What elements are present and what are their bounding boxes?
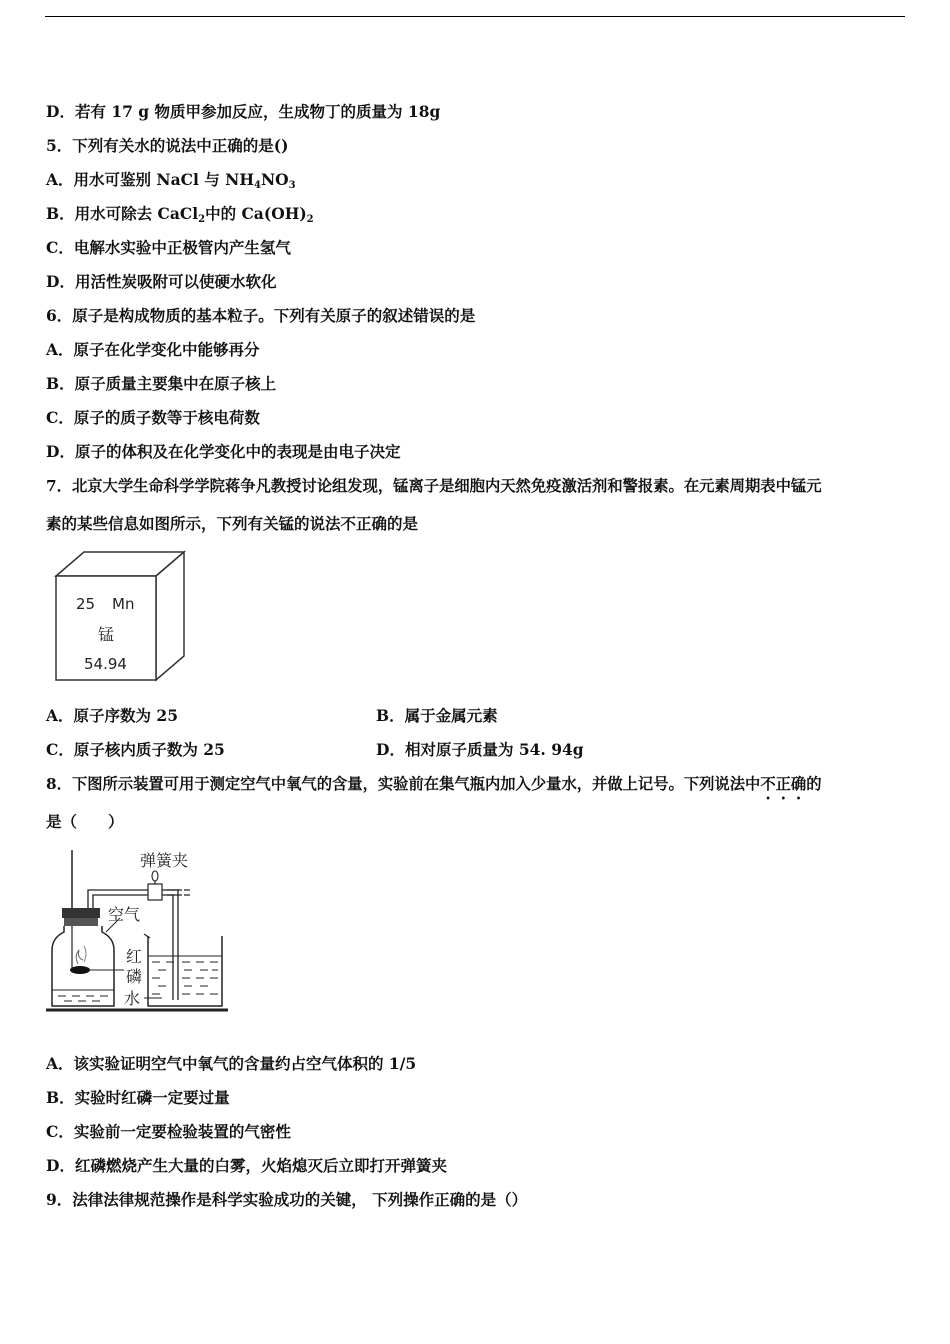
q8-stem-line1: 8．下图所示装置可用于测定空气中氧气的含量，实验前在集气瓶内加入少量水，并做上记号。下列说法中不正确的 <box>46 775 822 793</box>
phosphorus-label-2: 磷 <box>126 967 143 986</box>
element-name: 锰 <box>98 625 115 644</box>
element-mass: 54.94 <box>84 655 127 673</box>
q4-option-d: D．若有 17 g 物质甲参加反应，生成物丁的质量为 18g <box>46 102 441 121</box>
q8-stem-line2: 是（ ） <box>46 812 124 831</box>
q8-option-d: D．红磷燃烧产生大量的白雾，火焰熄灭后立即打开弹簧夹 <box>46 1156 447 1175</box>
q8-option-c: C．实验前一定要检验装置的气密性 <box>46 1122 291 1141</box>
q5-option-c: C．电解水实验中正极管内产生氢气 <box>46 238 291 257</box>
element-symbol: Mn <box>112 595 135 613</box>
q9-stem: 9．法律法律规范操作是科学实验成功的关键， 下列操作正确的是（） <box>46 1190 528 1209</box>
q7-option-a: A．原子序数为 25 <box>46 706 178 725</box>
air-label: 空气 <box>108 905 141 924</box>
element-box-figure <box>52 548 192 684</box>
q7-option-b: B．属于金属元素 <box>376 706 498 725</box>
element-number: 25 <box>76 595 96 613</box>
q7-stem-line2: 素的某些信息如图所示，下列有关锰的说法不正确的是 <box>46 514 419 533</box>
q5-option-a: A．用水可鉴别 NaCl 与 $NH_4NO_3$ <box>46 170 296 191</box>
apparatus-figure <box>44 846 244 1016</box>
q7-option-d: D．相对原子质量为 54. 94g <box>376 740 584 759</box>
q5-option-b: B．用水可除去 CaCl$_2$中的 $Ca(OH)_2$ <box>46 204 314 225</box>
q8-option-b: B．实验时红磷一定要过量 <box>46 1088 230 1107</box>
header-rule <box>45 16 905 17</box>
q7-stem-line1: 7．北京大学生命科学学院蒋争凡教授讨论组发现，锰离子是细胞内天然免疫激活剂和警报素。在元素周期表中锰元 <box>46 477 822 495</box>
q5-stem: 5．下列有关水的说法中正确的是() <box>46 136 289 155</box>
q6-option-c: C．原子的质子数等于核电荷数 <box>46 408 260 427</box>
q6-option-a: A．原子在化学变化中能够再分 <box>46 340 260 359</box>
q7-option-c: C．原子核内质子数为 25 <box>46 740 225 759</box>
q6-option-d: D．原子的体积及在化学变化中的表现是由电子决定 <box>46 442 401 461</box>
q6-stem: 6．原子是构成物质的基本粒子。下列有关原子的叙述错误的是 <box>46 306 476 325</box>
emphasized-text: 不正确 <box>760 775 807 793</box>
q5-option-d: D．用活性炭吸附可以使硬水软化 <box>46 272 277 291</box>
q8-option-a: A．该实验证明空气中氧气的含量约占空气体积的 1/5 <box>46 1054 417 1073</box>
q6-option-b: B．原子质量主要集中在原子核上 <box>46 374 277 393</box>
water-label: 水 <box>124 989 141 1008</box>
phosphorus-label-1: 红 <box>126 947 143 966</box>
clamp-label: 弹簧夹 <box>140 851 189 870</box>
